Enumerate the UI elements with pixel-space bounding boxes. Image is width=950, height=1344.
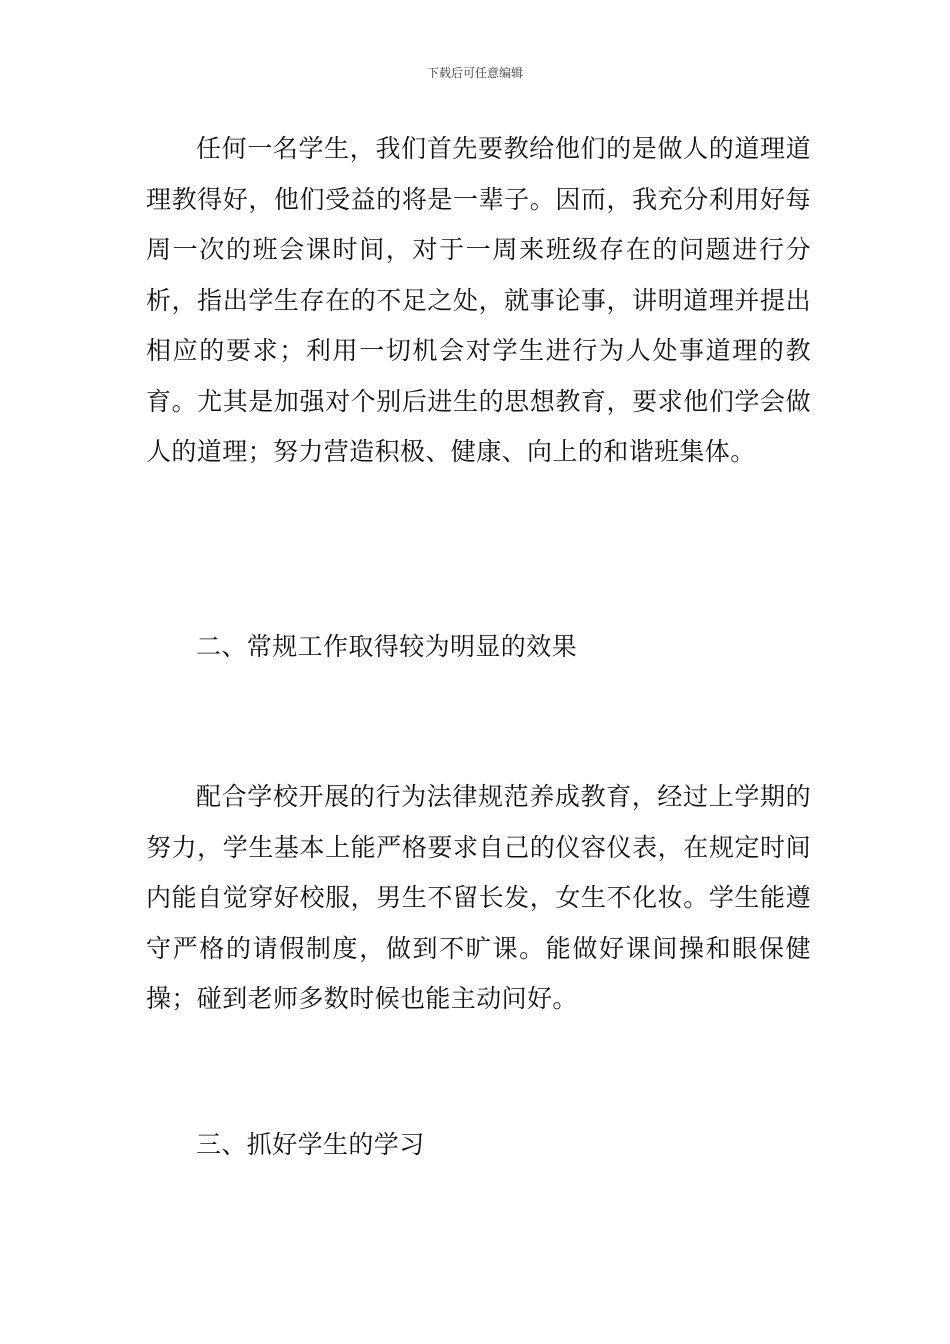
section-heading-study: 三、抓好学生的学习 xyxy=(196,1130,425,1159)
paragraph-routine-work: 配合学校开展的行为法律规范养成教育，经过上学期的努力，学生基本上能严格要求自己的仪容仪表，在规定时间内能自觉穿好校服，男生不留长发，女生不化妆。学生能遵守严格的请假制度，做到不旷课。能做好课间操和眼保健操；碰到老师多数时候也能主动问好。 xyxy=(146,782,811,1013)
page-header: 下载后可任意编辑 xyxy=(426,66,523,80)
section-heading-routine-work: 二、常规工作取得较为明显的效果 xyxy=(196,632,578,661)
paragraph-moral-education: 任何一名学生，我们首先要教给他们的是做人的道理道理教得好，他们受益的将是一辈子。因而，我充分利用好每周一次的班会课时间，对于一周来班级存在的问题进行分析，指出学生存在的不足之处，就事论事，讲明道理并提出相应的要求；利用一切机会对学生进行为人处事道理的教育。尤其是加强对个别后进生的思想教育，要求他们学会做人的道理；努力营造积极、健康、向上的和谐班集体。 xyxy=(146,134,811,466)
